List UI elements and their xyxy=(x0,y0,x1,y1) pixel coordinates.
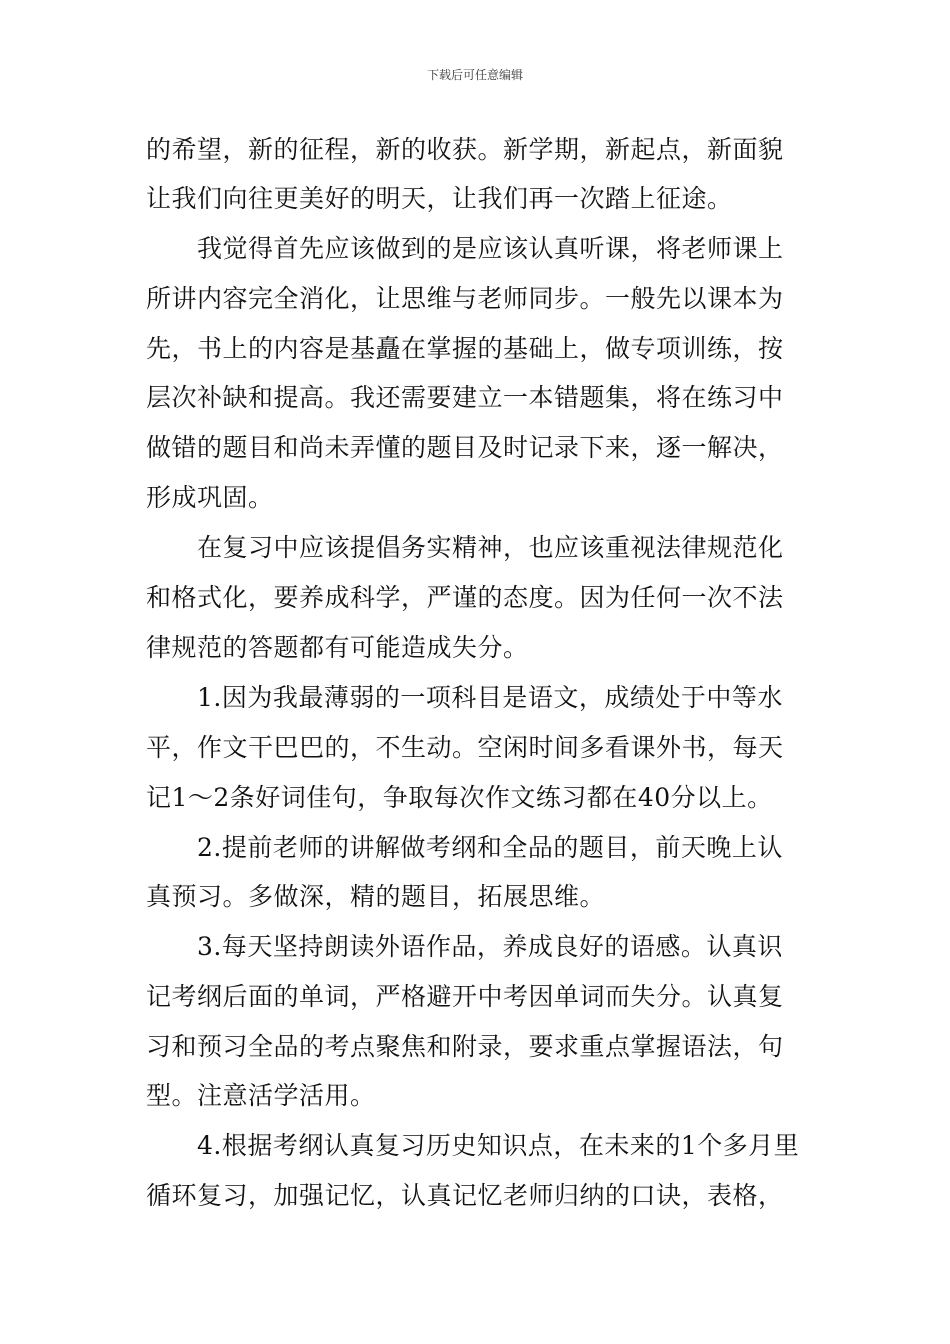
text-line: 2.提前老师的讲解做考纲和全品的题目，前天晚上认 xyxy=(146,833,783,862)
text-line: 层次补缺和提高。我还需要建立一本错题集，将在练习中 xyxy=(146,383,784,412)
text-line: 先，书上的内容是基矗在掌握的基础上，做专项训练，按 xyxy=(146,334,784,363)
text-line: 真预习。多做深，精的题目，拓展思维。 xyxy=(146,882,606,911)
text-line: 平，作文干巴巴的，不生动。空闲时间多看课外书，每天 xyxy=(146,733,784,762)
text-line: 我觉得首先应该做到的是应该认真听课，将老师课上 xyxy=(146,234,784,263)
text-line: 在复习中应该提倡务实精神，也应该重视法律规范化 xyxy=(146,533,784,562)
text-line: 4.根据考纲认真复习历史知识点，在未来的1个多月里 xyxy=(146,1131,800,1160)
text-line: 律规范的答题都有可能造成失分。 xyxy=(146,633,529,662)
text-line: 的希望，新的征程，新的收获。新学期，新起点，新面貌 xyxy=(146,135,784,164)
text-line: 习和预习全品的考点聚焦和附录，要求重点掌握语法，句 xyxy=(146,1032,784,1061)
text-line: 和格式化，要养成科学，严谨的态度。因为任何一次不法 xyxy=(146,583,784,612)
text-line: 所讲内容完全消化，让思维与老师同步。一般先以课本为 xyxy=(146,284,784,313)
text-line: 做错的题目和尚未弄懂的题目及时记录下来，逐一解决， xyxy=(146,433,784,462)
text-line: 记考纲后面的单词，严格避开中考因单词而失分。认真复 xyxy=(146,982,784,1011)
text-line: 记1～2条好词佳句，争取每次作文练习都在40分以上。 xyxy=(146,783,773,812)
text-line: 让我们向往更美好的明天，让我们再一次踏上征途。 xyxy=(146,184,733,213)
text-line: 型。注意活学活用。 xyxy=(146,1081,376,1110)
text-line: 3.每天坚持朗读外语作品，养成良好的语感。认真识 xyxy=(146,932,783,961)
text-line: 形成巩固。 xyxy=(146,483,274,512)
header-note: 下载后可任意编辑 xyxy=(426,68,523,82)
text-line: 1.因为我最薄弱的一项科目是语文，成绩处于中等水 xyxy=(146,683,783,712)
text-line: 循环复习，加强记忆，认真记忆老师归纳的口诀，表格， xyxy=(146,1181,784,1210)
